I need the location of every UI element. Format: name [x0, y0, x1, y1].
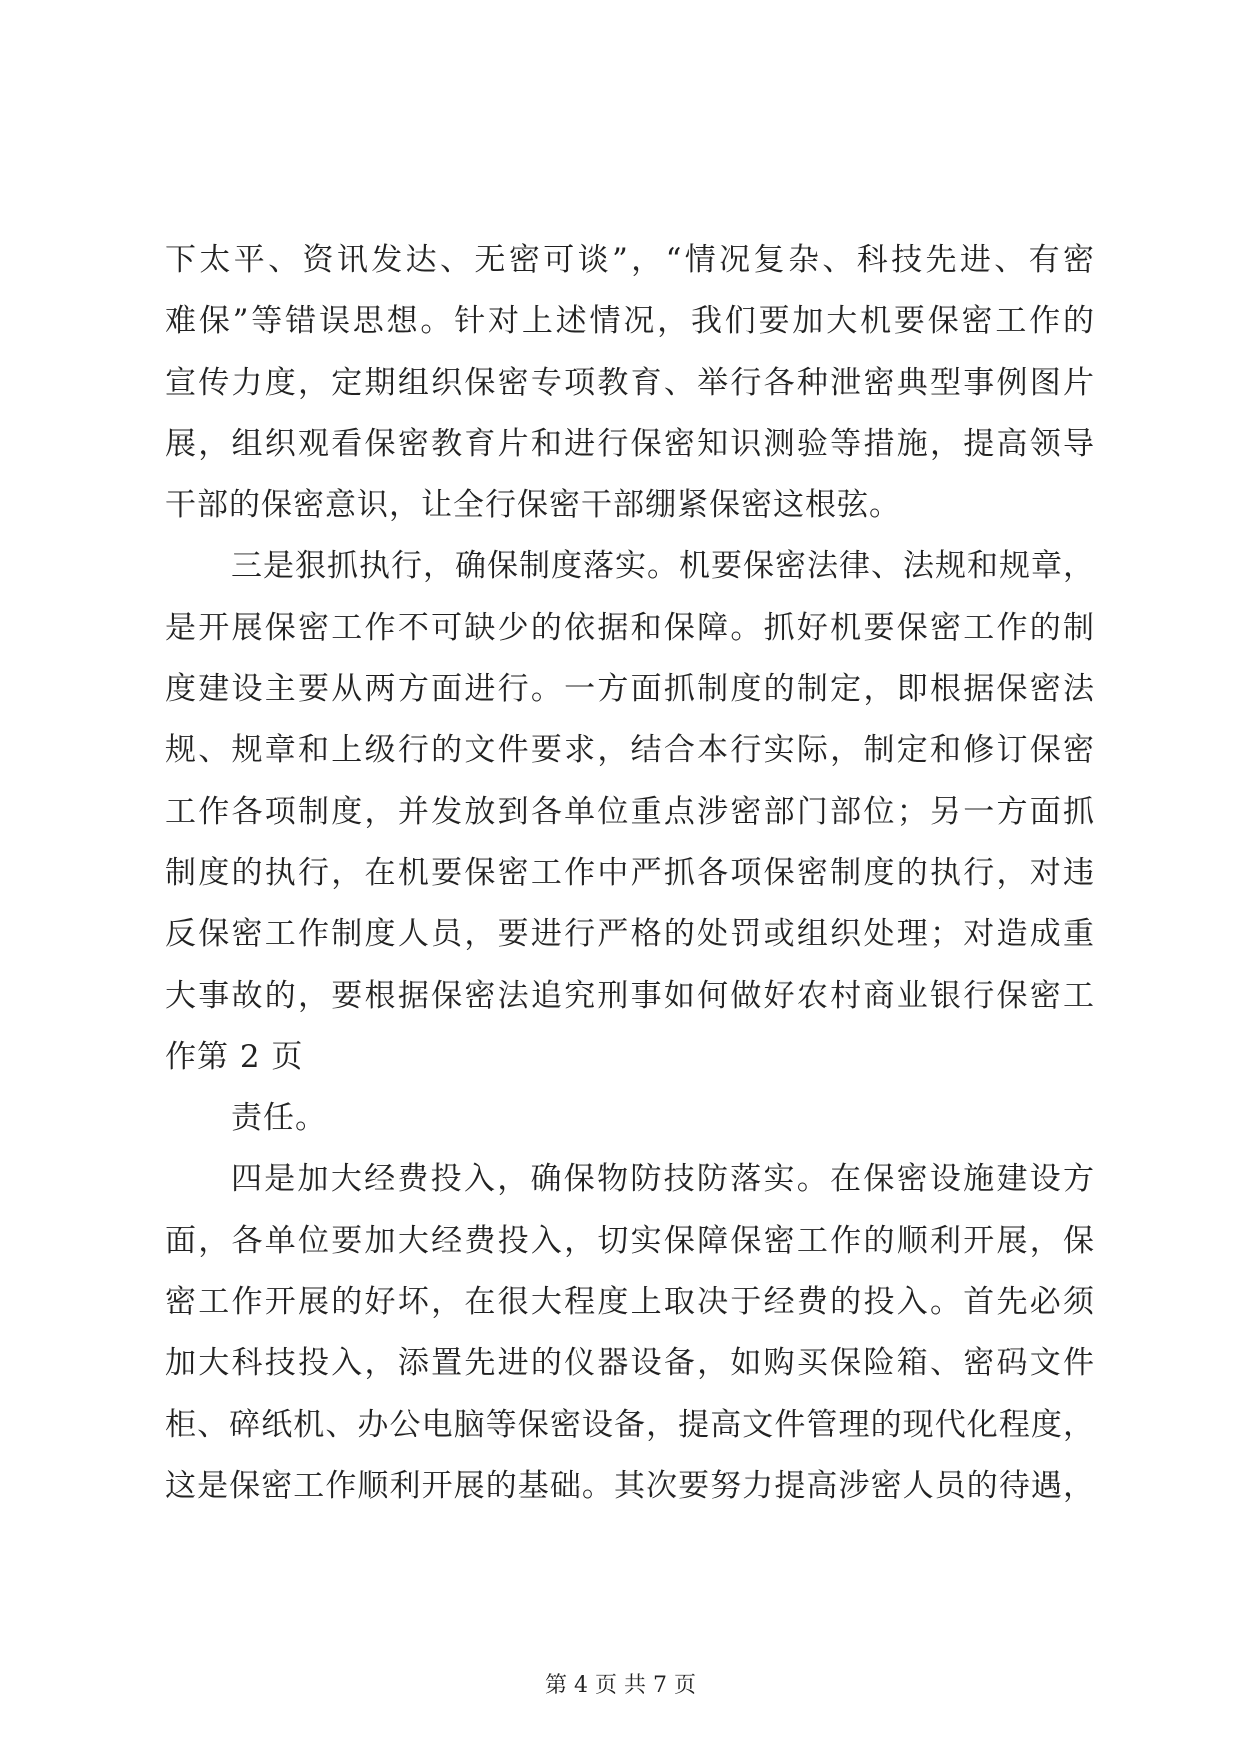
text-line: 加大科技投入，添置先进的仪器设备，如购买保险箱、密码文件: [165, 1345, 1095, 1382]
text-line: 密工作开展的好坏，在很大程度上取决于经费的投入。首先必须: [165, 1284, 1095, 1321]
text-line: 大事故的，要根据保密法追究刑事如何做好农村商业银行保密工: [165, 977, 1095, 1014]
text-line: 四是加大经费投入，确保物防技防落实。在保密设施建设方: [231, 1161, 1095, 1198]
text-line: 展，组织观看保密教育片和进行保密知识测验等措施，提高领导: [165, 425, 1095, 462]
text-line: 面，各单位要加大经费投入，切实保障保密工作的顺利开展，保: [165, 1222, 1095, 1259]
page-footer: 第 4 页 共 7 页: [545, 1673, 696, 1698]
text-line: 下太平、资讯发达、无密可谈”，“情况复杂、科技先进、有密: [165, 242, 1095, 278]
text-line: 干部的保密意识，让全行保密干部绷紧保密这根弦。: [165, 487, 901, 524]
text-line: 作第 2 页: [165, 1038, 304, 1075]
text-line: 责任。: [231, 1100, 327, 1137]
text-line: 三是狠抓执行，确保制度落实。机要保密法律、法规和规章，: [231, 548, 1095, 585]
text-line: 难保”等错误思想。针对上述情况，我们要加大机要保密工作的: [165, 303, 1095, 340]
text-line: 这是保密工作顺利开展的基础。其次要努力提高涉密人员的待遇，: [165, 1467, 1095, 1504]
text-line: 规、规章和上级行的文件要求，结合本行实际，制定和修订保密: [165, 732, 1095, 769]
text-line: 工作各项制度，并发放到各单位重点涉密部门部位；另一方面抓: [165, 793, 1095, 830]
text-line: 制度的执行，在机要保密工作中严抓各项保密制度的执行，对违: [165, 854, 1095, 891]
text-line: 度建设主要从两方面进行。一方面抓制度的制定，即根据保密法: [165, 671, 1095, 708]
text-line: 是开展保密工作不可缺少的依据和保障。抓好机要保密工作的制: [165, 609, 1095, 646]
text-line: 反保密工作制度人员，要进行严格的处罚或组织处理；对造成重: [165, 916, 1095, 953]
text-line: 柜、碎纸机、办公电脑等保密设备，提高文件管理的现代化程度，: [165, 1406, 1095, 1443]
text-line: 宣传力度，定期组织保密专项教育、举行各种泄密典型事例图片: [165, 364, 1095, 401]
body-text: [165, 230, 1095, 1517]
